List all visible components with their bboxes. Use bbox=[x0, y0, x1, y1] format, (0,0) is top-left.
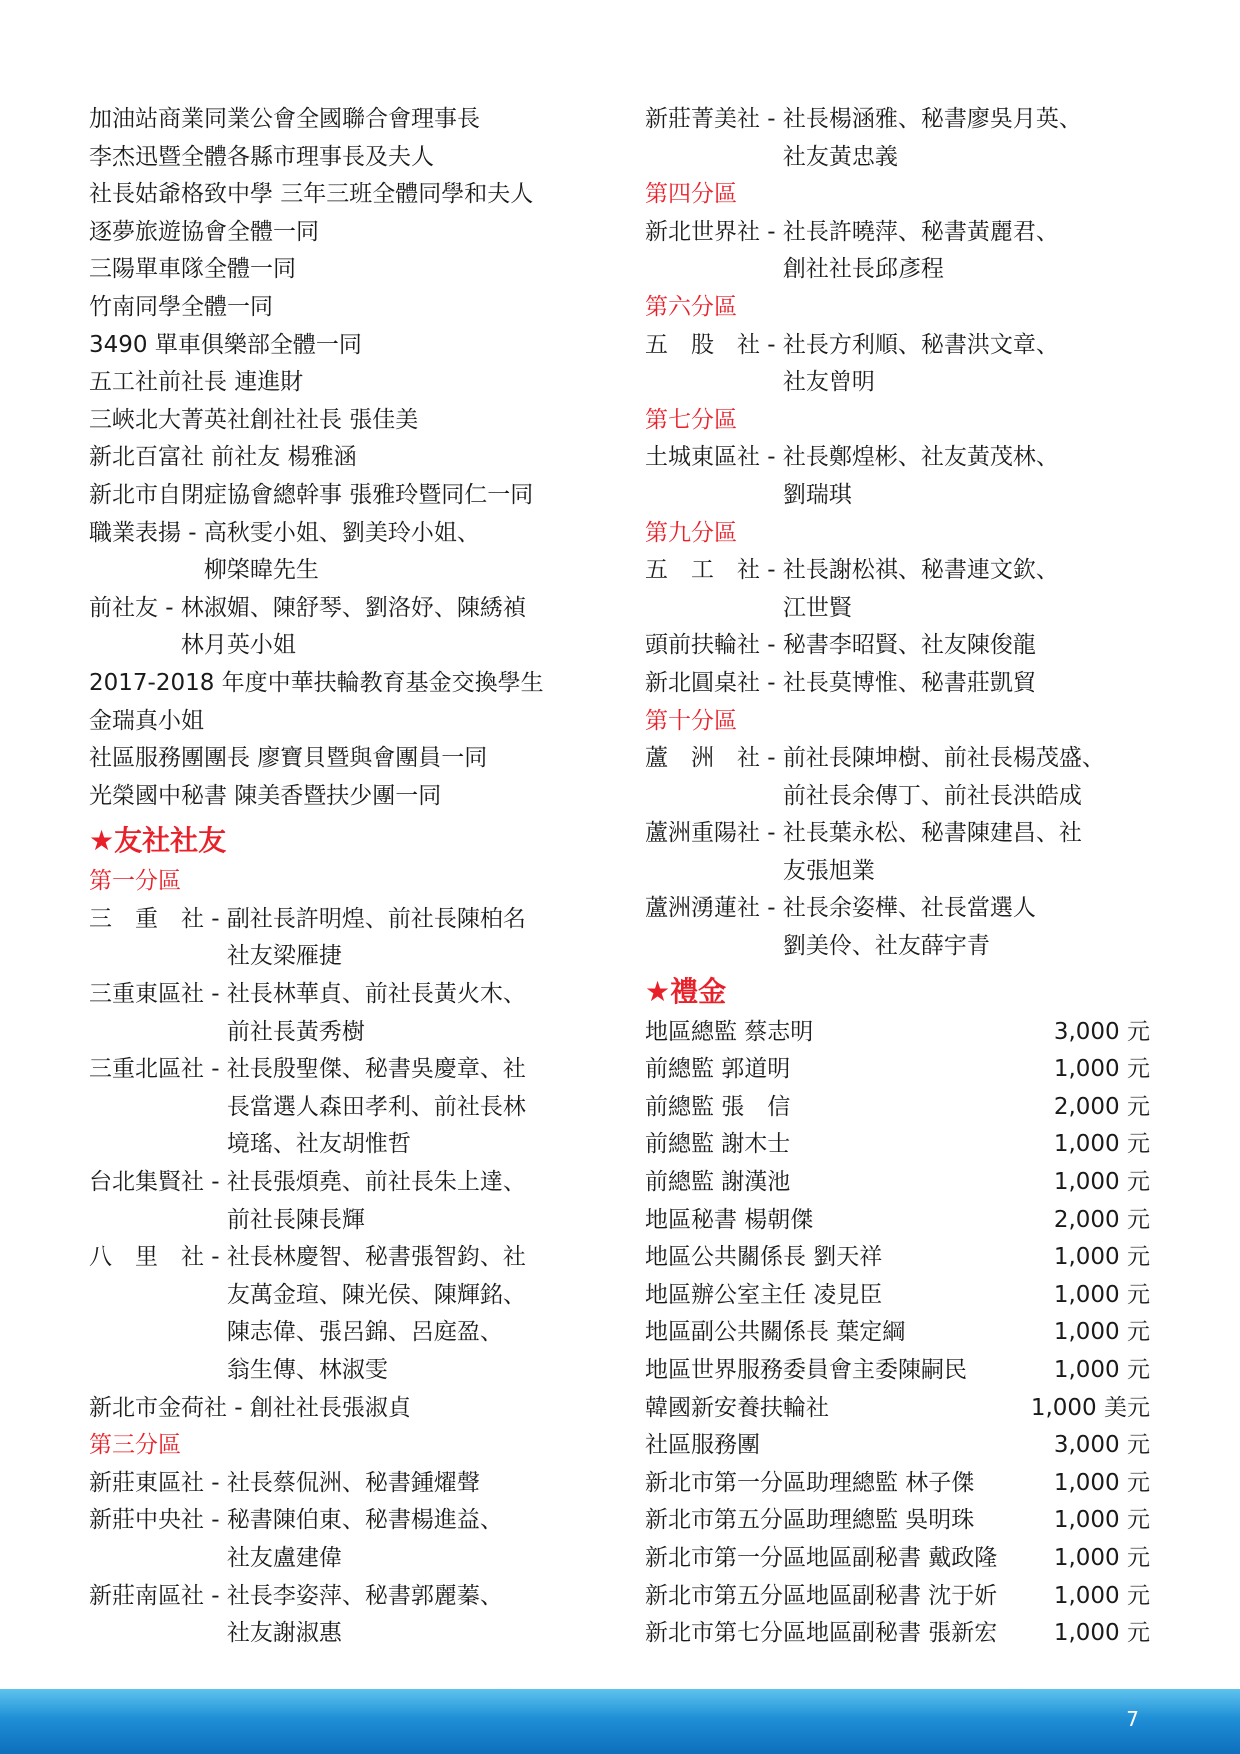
gift-amount: 1,000 元 bbox=[1053, 1281, 1150, 1308]
club-entry bbox=[89, 1465, 629, 1503]
entry-dash: - bbox=[158, 594, 181, 621]
list-item: 李杰迅暨全體各縣市理事長及夫人 bbox=[89, 143, 434, 170]
gift-amount: 2,000 元 bbox=[1053, 1093, 1150, 1120]
list-item: 五工社前社長 連進財 bbox=[89, 369, 304, 396]
gift-donor: 社區服務團 bbox=[645, 1432, 760, 1459]
gift-row bbox=[645, 1390, 1150, 1428]
list-item: 2017-2018 年度中華扶輪教育基金交換學生 bbox=[89, 669, 544, 696]
entry-line: 友張旭業 bbox=[782, 857, 875, 884]
entry-line: 林淑媚、陳舒琴、劉洛妤、陳綉禎 bbox=[180, 594, 526, 621]
entry-line: 秘書陳伯東、秘書楊進益、 bbox=[226, 1507, 503, 1534]
entry-line: 創社社長張淑貞 bbox=[249, 1394, 411, 1421]
district-7-label: 第七分區 bbox=[645, 406, 737, 433]
club-entry bbox=[645, 439, 1150, 514]
district-1-label: 第一分區 bbox=[89, 868, 181, 895]
club-entry bbox=[89, 1390, 629, 1428]
gift-amount: 1,000 元 bbox=[1053, 1131, 1150, 1158]
gift-donor: 新北市第一分區助理總監 林子傑 bbox=[645, 1469, 975, 1496]
entry-line: 社友謝淑惠 bbox=[226, 1620, 342, 1647]
gift-amount: 2,000 元 bbox=[1053, 1206, 1150, 1233]
entry-dash: - bbox=[760, 820, 783, 847]
entry-dash: - bbox=[760, 331, 783, 358]
club-name: 三 重 社 bbox=[89, 905, 204, 932]
club-entry bbox=[645, 101, 1150, 176]
entry-dash: - bbox=[760, 444, 783, 471]
club-name: 土城東區社 bbox=[645, 444, 760, 471]
gift-row bbox=[645, 1014, 1150, 1052]
thanks-list-2 bbox=[89, 665, 629, 815]
gift-donor: 前總監 謝木士 bbox=[645, 1131, 791, 1158]
list-item: 加油站商業同業公會全國聯合會理事長 bbox=[89, 106, 480, 132]
gift-donor: 新北市第一分區地區副秘書 戴政隆 bbox=[645, 1544, 998, 1571]
club-entry bbox=[645, 890, 1150, 965]
entry-line: 社長謝松祺、秘書連文欽、 bbox=[782, 557, 1059, 584]
gifts-section-title: ★禮金 bbox=[645, 974, 727, 1008]
club-name: 八 里 社 bbox=[89, 1244, 204, 1271]
entry-line: 境瑤、社友胡惟哲 bbox=[226, 1131, 411, 1158]
gift-row bbox=[645, 1089, 1150, 1127]
list-item: 三峽北大菁英社創社社長 張佳美 bbox=[89, 406, 419, 433]
club-name: 新北市金荷社 bbox=[89, 1394, 227, 1421]
entry-dash: - bbox=[227, 1394, 250, 1421]
club-name: 新莊菁美社 bbox=[645, 106, 760, 132]
gift-row bbox=[645, 1615, 1150, 1653]
club-name: 新北世界社 bbox=[645, 218, 760, 245]
gift-row bbox=[645, 1314, 1150, 1352]
gift-donor: 前總監 謝漢池 bbox=[645, 1169, 791, 1196]
entry-line: 社長林華貞、前社長黃火木、 bbox=[226, 981, 526, 1008]
entry-line: 長當選人森田孝利、前社長林 bbox=[226, 1093, 526, 1120]
entry-dash: - bbox=[760, 669, 783, 696]
gift-amount: 1,000 元 bbox=[1053, 1544, 1150, 1571]
club-entry bbox=[89, 976, 629, 1051]
gift-amount: 1,000 元 bbox=[1053, 1169, 1150, 1196]
club-name: 蘆洲湧蓮社 bbox=[645, 895, 760, 922]
entry-line: 社長許曉萍、秘書黃麗君、 bbox=[782, 218, 1059, 245]
entry-line: 創社社長邱彥程 bbox=[782, 256, 944, 283]
gift-row bbox=[645, 1126, 1150, 1164]
gift-row bbox=[645, 1427, 1150, 1465]
entry-dash: - bbox=[204, 1582, 227, 1609]
club-name: 台北集賢社 bbox=[89, 1169, 204, 1196]
gift-donor: 地區辦公室主任 凌見臣 bbox=[645, 1281, 883, 1308]
club-entry bbox=[645, 627, 1150, 665]
entry-line: 社長蔡侃洲、秘書鍾燿聲 bbox=[226, 1469, 480, 1496]
gift-donor: 前總監 張 信 bbox=[645, 1093, 791, 1120]
club-name: 新北圓桌社 bbox=[645, 669, 760, 696]
entry-line: 社長殷聖傑、秘書吳慶章、社 bbox=[226, 1056, 526, 1083]
gift-row bbox=[645, 1540, 1150, 1578]
gift-donor: 地區秘書 楊朝傑 bbox=[645, 1206, 814, 1233]
left-column bbox=[89, 101, 629, 1653]
club-entry bbox=[89, 1578, 629, 1653]
entry-line: 林月英小姐 bbox=[180, 632, 296, 659]
gifts-list bbox=[645, 1014, 1150, 1653]
thanks-list bbox=[89, 101, 629, 515]
gift-donor: 新北市第七分區地區副秘書 張新宏 bbox=[645, 1620, 998, 1647]
gift-amount: 1,000 美元 bbox=[1030, 1394, 1150, 1421]
entry-line: 陳志偉、張呂錦、呂庭盈、 bbox=[226, 1319, 503, 1346]
entry-line: 柳棨暐先生 bbox=[203, 557, 319, 584]
entry-line: 社友曾明 bbox=[782, 369, 875, 396]
entry-line: 友萬金瑄、陳光侯、陳輝銘、 bbox=[226, 1281, 526, 1308]
gift-donor: 韓國新安養扶輪社 bbox=[645, 1394, 829, 1421]
club-name: 三重東區社 bbox=[89, 981, 204, 1008]
entry-line: 社長莫博惟、秘書莊凱貿 bbox=[782, 669, 1036, 696]
entry-dash: - bbox=[204, 1169, 227, 1196]
club-name: 蘆 洲 社 bbox=[645, 745, 760, 772]
entry-dash: - bbox=[204, 1056, 227, 1083]
district-6-label: 第六分區 bbox=[645, 293, 737, 320]
club-entry bbox=[645, 665, 1150, 703]
gift-row bbox=[645, 1051, 1150, 1089]
entry-line: 社長李姿萍、秘書郭麗蓁、 bbox=[226, 1582, 503, 1609]
entry-line: 前社長余傳丁、前社長洪皓成 bbox=[782, 782, 1082, 809]
entry-line: 前社長黃秀樹 bbox=[226, 1018, 365, 1045]
entry-dash: - bbox=[204, 905, 227, 932]
gift-amount: 1,000 元 bbox=[1053, 1507, 1150, 1534]
entry-line: 副社長許明煌、前社長陳柏名 bbox=[226, 905, 526, 932]
gift-row bbox=[645, 1578, 1150, 1616]
entry-line: 社長楊涵雅、秘書廖吳月英、 bbox=[782, 106, 1082, 132]
entry-line: 前社長陳長輝 bbox=[226, 1206, 365, 1233]
entry-line: 秘書李昭賢、社友陳俊龍 bbox=[782, 632, 1036, 659]
list-item: 社長姑爺格致中學 三年三班全體同學和夫人 bbox=[89, 181, 534, 208]
entry-dash: - bbox=[181, 519, 204, 546]
entry-line: 社長張煩堯、前社長朱上達、 bbox=[226, 1169, 526, 1196]
club-entry bbox=[645, 815, 1150, 890]
club-name: 新莊中央社 bbox=[89, 1507, 204, 1534]
entry-line: 社長葉永松、秘書陳建昌、社 bbox=[782, 820, 1082, 847]
page-number: 7 bbox=[1126, 1707, 1139, 1731]
gift-amount: 1,000 元 bbox=[1053, 1319, 1150, 1346]
gift-donor: 地區副公共關係長 葉定綱 bbox=[645, 1319, 906, 1346]
entry-line: 社友梁雁捷 bbox=[226, 943, 342, 970]
footer-bar bbox=[0, 1689, 1240, 1754]
list-item: 社區服務團團長 廖寶貝暨與會團員一同 bbox=[89, 745, 488, 772]
entry-dash: - bbox=[760, 895, 783, 922]
entry-dash: - bbox=[760, 557, 783, 584]
entry-line: 高秋雯小姐、劉美玲小姐、 bbox=[203, 519, 480, 546]
entry-dash: - bbox=[760, 745, 783, 772]
gift-donor: 地區世界服務委員會主委陳嗣民 bbox=[645, 1357, 967, 1383]
entry-line: 社長余姿樺、社長當選人 bbox=[782, 895, 1036, 922]
friends-section-title: ★友社社友 bbox=[89, 824, 227, 858]
gift-row bbox=[645, 1277, 1150, 1315]
entry-line: 劉美伶、社友薛宇青 bbox=[782, 933, 990, 960]
entry-dash: - bbox=[204, 981, 227, 1008]
list-item: 三陽單車隊全體一同 bbox=[89, 256, 296, 283]
entry-line: 江世賢 bbox=[782, 594, 852, 621]
club-entry bbox=[89, 1239, 629, 1389]
list-item: 新北市自閉症協會總幹事 張雅玲暨同仁一同 bbox=[89, 481, 534, 508]
club-entry bbox=[645, 327, 1150, 402]
former-members-entry bbox=[89, 590, 629, 665]
club-entry bbox=[645, 552, 1150, 627]
entry-name: 前社友 bbox=[89, 594, 158, 621]
entry-line: 社友黃忠義 bbox=[782, 143, 898, 170]
gift-amount: 1,000 元 bbox=[1053, 1620, 1150, 1647]
club-entry bbox=[645, 740, 1150, 815]
gift-amount: 1,000 元 bbox=[1053, 1056, 1150, 1083]
entry-name: 職業表揚 bbox=[89, 519, 181, 546]
list-item: 金瑞真小姐 bbox=[89, 707, 204, 734]
district-4-label: 第四分區 bbox=[645, 181, 737, 208]
list-item: 竹南同學全體一同 bbox=[89, 293, 273, 320]
list-item: 光榮國中秘書 陳美香暨扶少團一同 bbox=[89, 782, 442, 809]
district-9-label: 第九分區 bbox=[645, 519, 737, 546]
district-3-label: 第三分區 bbox=[89, 1432, 181, 1459]
club-name: 三重北區社 bbox=[89, 1056, 204, 1083]
club-entry bbox=[89, 1502, 629, 1577]
gift-amount: 1,000 元 bbox=[1053, 1357, 1150, 1383]
gift-donor: 地區總監 蔡志明 bbox=[645, 1018, 814, 1045]
gift-row bbox=[645, 1465, 1150, 1503]
gift-donor: 前總監 郭道明 bbox=[645, 1056, 791, 1083]
club-name: 蘆洲重陽社 bbox=[645, 820, 760, 847]
entry-dash: - bbox=[760, 632, 783, 659]
gift-donor: 新北市第五分區地區副秘書 沈于妡 bbox=[645, 1582, 998, 1609]
gift-amount: 1,000 元 bbox=[1053, 1244, 1150, 1271]
entry-line: 前社長陳坤樹、前社長楊茂盛、 bbox=[782, 745, 1105, 772]
gift-donor: 地區公共關係長 劉天祥 bbox=[645, 1244, 883, 1271]
gift-donor: 新北市第五分區助理總監 吳明珠 bbox=[645, 1507, 975, 1534]
gift-amount: 1,000 元 bbox=[1053, 1469, 1150, 1496]
district-10-label: 第十分區 bbox=[645, 707, 737, 734]
entry-dash: - bbox=[760, 106, 783, 132]
gift-amount: 1,000 元 bbox=[1053, 1582, 1150, 1609]
gift-row bbox=[645, 1164, 1150, 1202]
entry-line: 翁生傳、林淑雯 bbox=[226, 1357, 388, 1383]
club-name: 五 股 社 bbox=[645, 331, 760, 358]
entry-line: 社長方利順、秘書洪文章、 bbox=[782, 331, 1059, 358]
gift-row bbox=[645, 1352, 1150, 1390]
entry-dash: - bbox=[204, 1507, 227, 1534]
entry-dash: - bbox=[760, 218, 783, 245]
entry-dash: - bbox=[204, 1469, 227, 1496]
gift-amount: 3,000 元 bbox=[1053, 1432, 1150, 1459]
gift-row bbox=[645, 1239, 1150, 1277]
entry-line: 劉瑞琪 bbox=[782, 481, 852, 508]
club-entry bbox=[89, 1164, 629, 1239]
list-item: 逐夢旅遊協會全體一同 bbox=[89, 218, 319, 245]
club-name: 五 工 社 bbox=[645, 557, 760, 584]
performance-entry bbox=[89, 515, 629, 590]
club-entry bbox=[645, 214, 1150, 289]
list-item: 3490 單車俱樂部全體一同 bbox=[89, 331, 362, 358]
entry-line: 社長林慶智、秘書張智鈞、社 bbox=[226, 1244, 526, 1271]
club-entry bbox=[89, 1051, 629, 1164]
entry-line: 社友盧建偉 bbox=[226, 1544, 342, 1571]
club-name: 新莊東區社 bbox=[89, 1469, 204, 1496]
club-name: 頭前扶輪社 bbox=[645, 632, 760, 659]
list-item: 新北百富社 前社友 楊雅涵 bbox=[89, 444, 357, 471]
gift-row bbox=[645, 1502, 1150, 1540]
entry-line: 社長鄭煌彬、社友黃茂林、 bbox=[782, 444, 1059, 471]
right-column bbox=[645, 101, 1150, 1653]
gift-amount: 3,000 元 bbox=[1053, 1018, 1150, 1045]
gift-row bbox=[645, 1202, 1150, 1240]
entry-dash: - bbox=[204, 1244, 227, 1271]
club-entry bbox=[89, 901, 629, 976]
club-name: 新莊南區社 bbox=[89, 1582, 204, 1609]
